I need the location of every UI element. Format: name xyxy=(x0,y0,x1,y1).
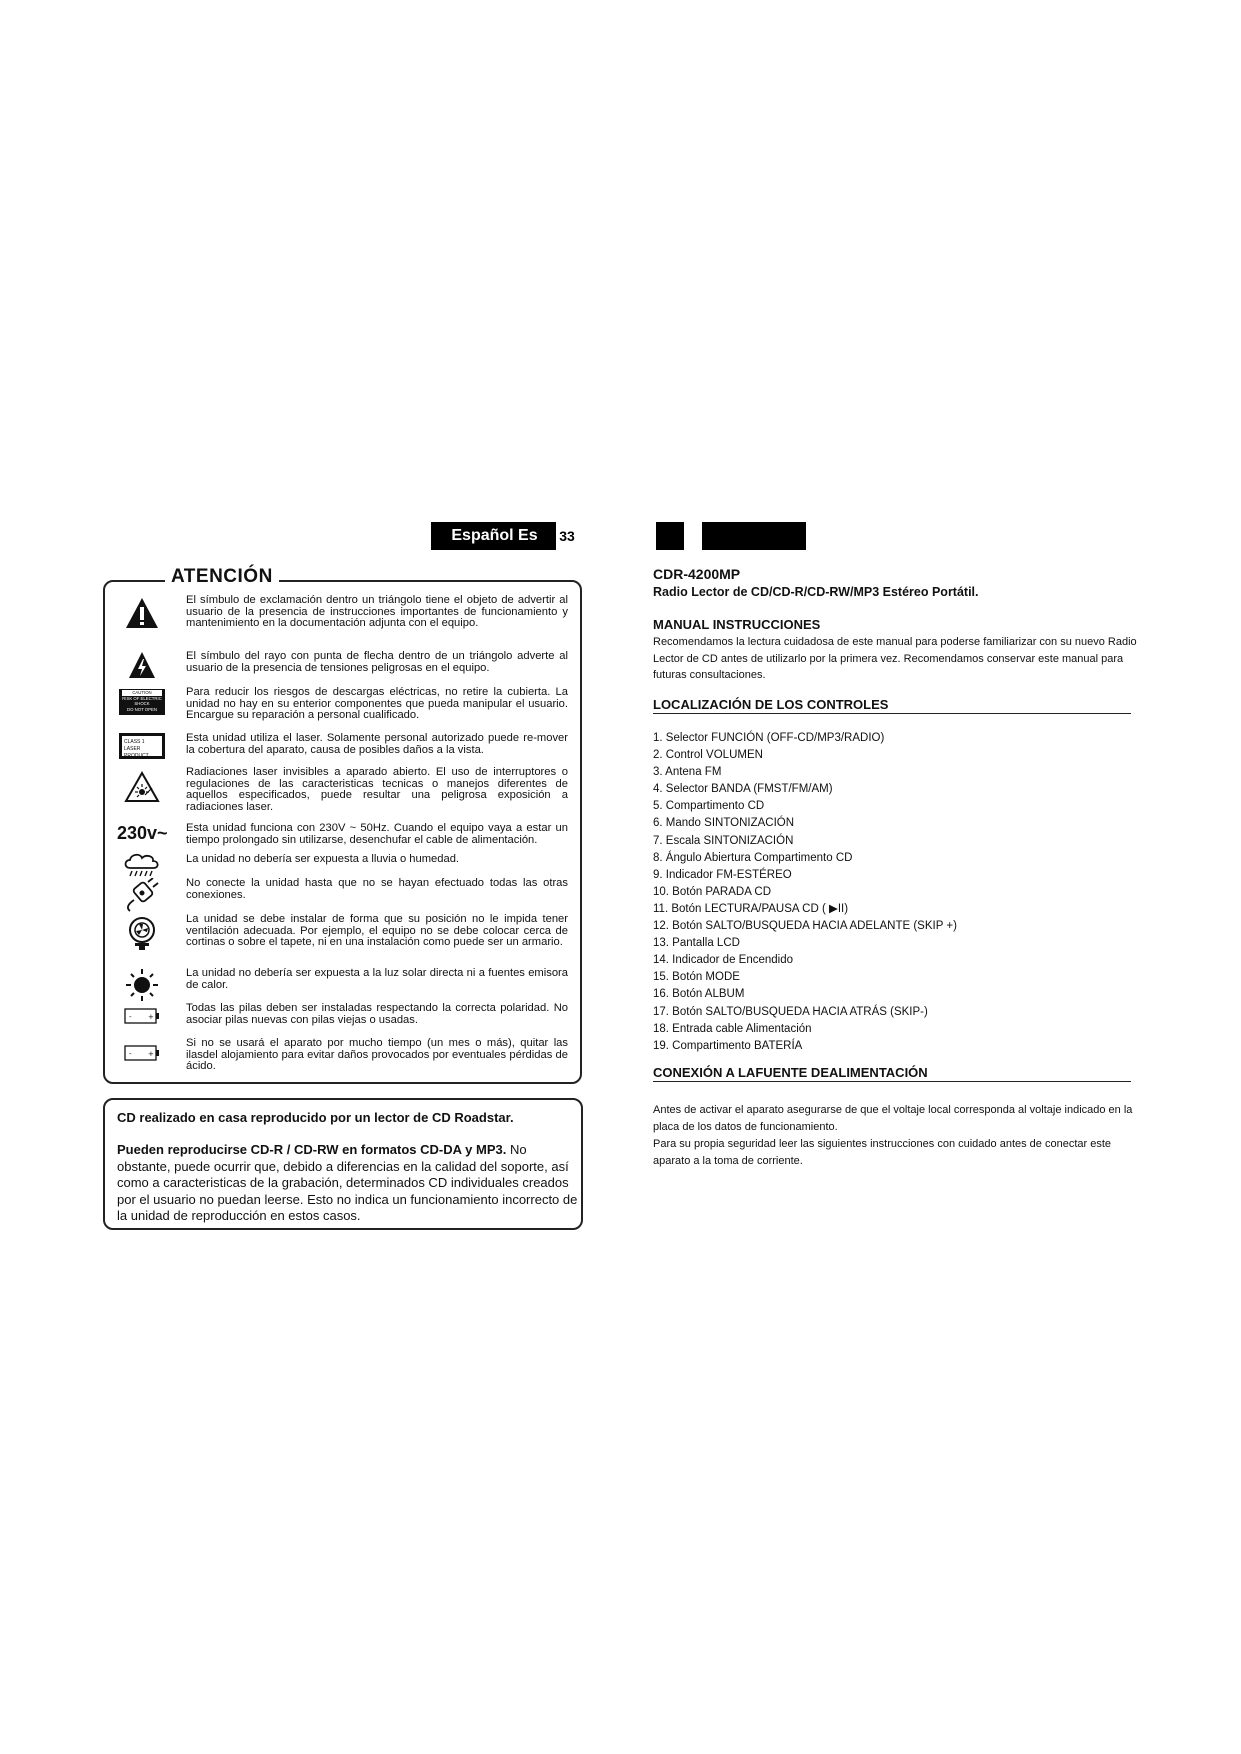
rain-cloud-icon xyxy=(117,852,167,880)
cd-info-title: CD realizado en casa reproducido por un lector de CD Roadstar. xyxy=(117,1110,514,1125)
list-item: 2. Control VOLUMEN xyxy=(653,749,763,762)
battery-remove-icon xyxy=(117,1044,167,1062)
header-black-block xyxy=(656,522,684,550)
list-item: 12. Botón SALTO/BUSQUEDA HACIA ADELANTE (SKIP +) xyxy=(653,920,957,933)
power-text xyxy=(653,1102,1143,1170)
list-item: 6. Mando SINTONIZACIÓN xyxy=(653,817,795,830)
power-heading: CONEXIÓN A LAFUENTE DEALIMENTACIÓN xyxy=(653,1065,1131,1082)
page-number: 33 xyxy=(556,522,578,550)
battery-polarity-icon xyxy=(117,1007,167,1025)
list-item: 4. Selector BANDA (FMST/FM/AM) xyxy=(653,783,833,796)
list-item: 17. Botón SALTO/BUSQUEDA HACIA ATRÁS (SKIP-) xyxy=(653,1005,928,1018)
exclamation-triangle-icon xyxy=(117,597,167,629)
attention-text: El símbulo de exclamación dentro un triángolo tiene el objeto de advertir al usuario de la presencia de instrucciones importantes de funcionamiento y mantenimiento en la documentación adjunta con el equipo. xyxy=(186,594,568,629)
cd-info-box xyxy=(103,1098,583,1230)
list-item: 19. Compartimento BATERÍA xyxy=(653,1039,803,1052)
attention-text: El símbulo del rayo con punta de flecha dentro de un triángolo adverte al usuario de la presencia de tensiones peligrosas en el equipo. xyxy=(186,650,568,674)
model-name: CDR-4200MP xyxy=(653,566,741,582)
attention-text: Esta unidad funciona con 230V ~ 50Hz. Cuando el equipo vaya a estar un tiempo prolongado sin utilizarse, desenchufar el cable de alimentación. xyxy=(186,822,568,846)
list-item: 9. Indicador FM-ESTÉREO xyxy=(653,868,792,881)
attention-text: Si no se usará el aparato por mucho tiempo (un mes o más), quitar las ilasdel alojamiento para evitar daños provocados por eventuales pérdidas de ácido. xyxy=(186,1037,568,1072)
attention-text: Esta unidad utiliza el laser. Solamente personal autorizado puede re-mover la cobertura del aparato, causa de posibles daños a la vista. xyxy=(186,732,568,756)
attention-text: Todas las pilas deben ser instaladas respectando la correcta polaridad. No asociar pilas nuevas con pilas viejas o usadas. xyxy=(186,1002,568,1026)
attention-text: La unidad se debe instalar de forma que su posición no le impida tener ventilación adecuada. Por ejemplo, el equipo no se debe colocar cerca de cortinas o sobre el tapete, ni en una instalación como puede ser un armario. xyxy=(186,913,568,948)
list-item: 18. Entrada cable Alimentación xyxy=(653,1022,812,1035)
cd-info-text: No obstante, puede ocurrir que, debido a diferencias en la calidad del soporte, así como a caracteristicas de la grabación, determinados CD individuales creados por el usuario no puedan leerse. Esto no indica un funcionamiento incorrecto de la unidad de reproducción en estos casos. xyxy=(117,1142,578,1223)
attention-text: La unidad no debería ser expuesta a lluvia o humedad. xyxy=(186,853,460,865)
list-item: 15. Botón MODE xyxy=(653,971,740,984)
list-item: 5. Compartimento CD xyxy=(653,800,765,813)
power-text-1: Antes de activar el aparato asegurarse de que el voltaje local corresponda al voltaje indicado en la placa de los datos de funcionamiento. xyxy=(653,1104,1133,1133)
voltage-230v-icon: 230v~ xyxy=(117,823,168,843)
list-item: 7. Escala SINTONIZACIÓN xyxy=(653,834,794,847)
cd-info-lead: Pueden reproducirse CD-R / CD-RW en formatos CD-DA y MP3. xyxy=(117,1142,507,1157)
list-item: 3. Antena FM xyxy=(653,766,722,779)
caution-label-icon: CAUTION RISK OF ELECTRIC SHOCK DO NOT OPEN xyxy=(117,689,167,715)
controls-list xyxy=(653,730,1133,1055)
cd-info-body xyxy=(117,1142,582,1225)
attention-title: ATENCIÓN xyxy=(165,566,279,588)
lightning-triangle-icon xyxy=(117,651,167,679)
manual-text: Recomendamos la lectura cuidadosa de este manual para poderse familiarizar con su nuevo Radio Lector de CD antes de utilizarlo por la primera vez. Recomendamos conservar este manual para futuras consultaciones. xyxy=(653,636,1137,681)
attention-text: No conecte la unidad hasta que no se hayan efectuado todas las otras conexiones. xyxy=(186,877,568,901)
list-item: 16. Botón ALBUM xyxy=(653,988,745,1001)
header-black-bar xyxy=(702,522,806,550)
list-item: 14. Indicador de Encendido xyxy=(653,954,794,967)
ventilation-fan-icon xyxy=(117,916,167,952)
language-tab: Español Es xyxy=(431,522,578,550)
attention-box xyxy=(103,580,582,1084)
list-item: 8. Ángulo Abiertura Compartimento CD xyxy=(653,851,853,864)
laser-warning-triangle-icon xyxy=(117,771,167,803)
attention-text: La unidad no debería ser expuesta a la luz solar directa ni a fuentes emisora de calor. xyxy=(186,967,568,991)
attention-text: Radiaciones laser invisibles a aparado abierto. El uso de interruptores o regulaciones de las caracteristicas tecnicas o manejos diferentes de aquellos especificados, puede resultar una peligrosa exposición a radiaciones laser. xyxy=(186,766,568,813)
power-text-2: Para su propia seguridad leer las siguientes instrucciones con cuidado antes de conectar este aparato a la toma de corriente. xyxy=(653,1138,1111,1167)
list-item: 11. Botón LECTURA/PAUSA CD ( ▶II) xyxy=(653,902,849,915)
attention-text: Para reducir los riesgos de descargas eléctricas, no retire la cubierta. La unidad no hay en su enterior componentes que pueda manipular el usuario. Encargue su reparación a personal cualificado. xyxy=(186,686,568,721)
svg-text:+: + xyxy=(148,1013,154,1021)
class1-laser-label-icon: CLASS 1 LASER PRODUCT xyxy=(117,733,167,759)
product-subtitle: Radio Lector de CD/CD-R/CD-RW/MP3 Estéreo Portátil. xyxy=(653,585,979,599)
manual-heading: MANUAL INSTRUCCIONES xyxy=(653,617,821,632)
list-item: 10. Botón PARADA CD xyxy=(653,885,772,898)
plug-icon xyxy=(117,878,167,912)
svg-text:+: + xyxy=(148,1050,154,1058)
svg-text:-: - xyxy=(129,1050,132,1058)
svg-text:-: - xyxy=(129,1013,132,1021)
sun-icon xyxy=(117,968,167,1002)
controls-heading: LOCALIZACIÓN DE LOS CONTROLES xyxy=(653,697,1131,714)
list-item: 1. Selector FUNCIÓN (OFF-CD/MP3/RADIO) xyxy=(653,732,885,744)
list-item: 13. Pantalla LCD xyxy=(653,937,740,950)
